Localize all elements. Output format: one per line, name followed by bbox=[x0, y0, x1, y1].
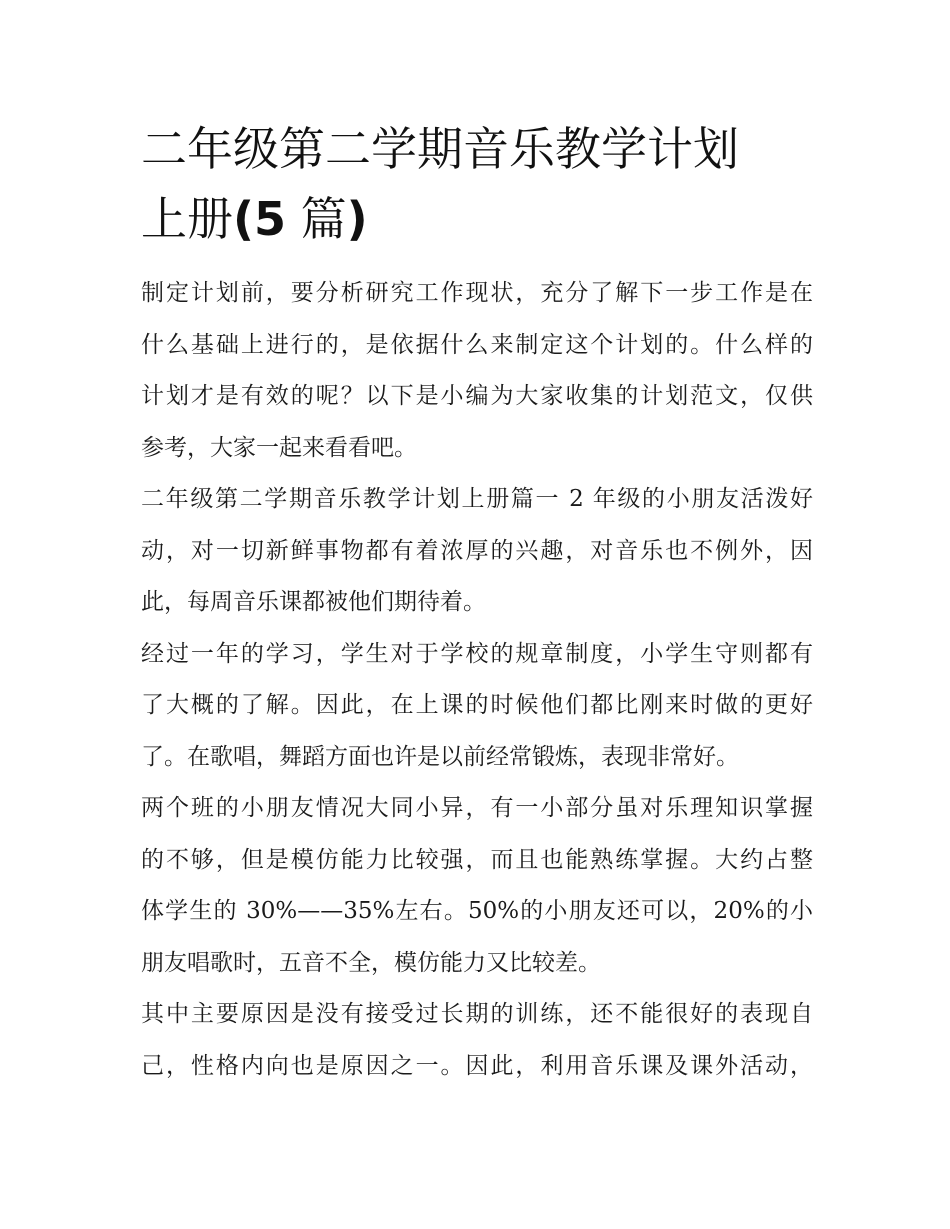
paragraph-intro bbox=[141, 268, 813, 474]
title-line-2-close: ) bbox=[346, 192, 368, 246]
paragraph-line: 的不够，但是模仿能力比较强，而且也能熟练掌握。大约占整 bbox=[141, 846, 813, 873]
paragraph-reasons bbox=[141, 989, 813, 1092]
title-line-2 bbox=[141, 184, 813, 254]
paragraph-part-one bbox=[141, 474, 813, 629]
paragraph-line: 朋友唱歌时，五音不全，模仿能力又比较差。 bbox=[141, 949, 601, 976]
paragraph-line: 其中主要原因是没有接受过长期的训练，还不能很好的表现自 bbox=[141, 1001, 813, 1027]
paragraph-line: 体学生的 30%——35%左右。50%的小朋友还可以，20%的小 bbox=[141, 898, 813, 924]
paragraph-learning bbox=[141, 629, 813, 784]
title-line-1: 二年级第二学期音乐教学计划 bbox=[141, 122, 739, 176]
title-line-2-suffix: 篇 bbox=[286, 192, 347, 246]
paragraph-line: 什么基础上进行的，是依据什么来制定这个计划的。什么样的 bbox=[141, 331, 813, 358]
paragraph-line: 动，对一切新鲜事物都有着浓厚的兴趣，对音乐也不例外，因 bbox=[141, 537, 813, 564]
document-title bbox=[141, 114, 813, 254]
paragraph-line: 此，每周音乐课都被他们期待着。 bbox=[141, 589, 486, 615]
paragraph-line: 了大概的了解。因此，在上课的时候他们都比刚来时做的更好 bbox=[141, 692, 813, 718]
paragraph-line: 计划才是有效的呢？以下是小编为大家收集的计划范文，仅供 bbox=[141, 383, 813, 409]
paragraph-line: 两个班的小朋友情况大同小异，有一小部分虽对乐理知识掌握 bbox=[141, 795, 813, 821]
paragraph-class-situation bbox=[141, 783, 813, 989]
title-line-2-count: (5 bbox=[233, 192, 287, 246]
document-body bbox=[141, 114, 813, 1092]
title-line-2-prefix: 上册 bbox=[141, 192, 233, 246]
paragraph-line: 了。在歌唱，舞蹈方面也许是以前经常锻炼，表现非常好。 bbox=[141, 743, 739, 770]
paragraph-line: 己，性格内向也是原因之一。因此，利用音乐课及课外活动， bbox=[141, 1052, 813, 1079]
paragraph-line: 二年级第二学期音乐教学计划上册篇一 2 年级的小朋友活泼好 bbox=[141, 486, 813, 512]
paragraph-line: 经过一年的学习，学生对于学校的规章制度，小学生守则都有 bbox=[141, 640, 813, 667]
paragraph-line: 参考，大家一起来看看吧。 bbox=[141, 434, 417, 461]
paragraph-line: 制定计划前，要分析研究工作现状，充分了解下一步工作是在 bbox=[141, 280, 813, 306]
